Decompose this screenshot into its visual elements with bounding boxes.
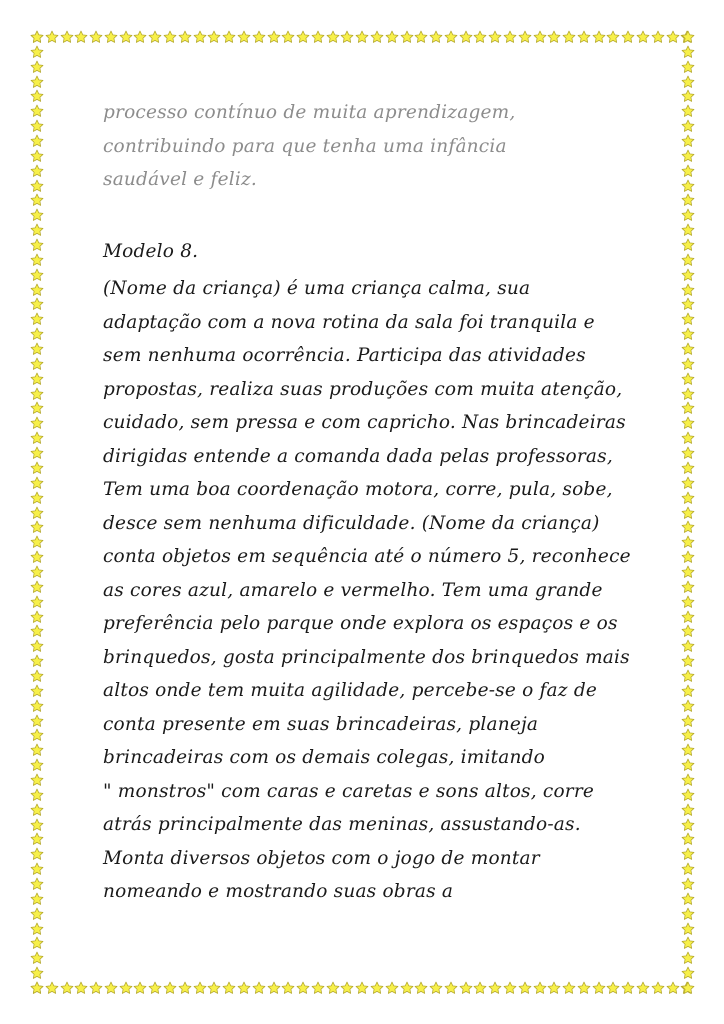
star-icon <box>518 981 532 995</box>
star-icon <box>207 30 221 44</box>
text-line: nomeando e mostrando suas obras a <box>103 881 454 902</box>
star-icon <box>681 253 695 267</box>
star-icon <box>326 981 340 995</box>
star-icon <box>30 327 44 341</box>
star-icon <box>592 981 606 995</box>
star-icon <box>606 981 620 995</box>
star-icon <box>30 208 44 222</box>
star-icon <box>606 30 620 44</box>
star-icon <box>681 60 695 74</box>
star-icon <box>30 699 44 713</box>
star-icon <box>30 416 44 430</box>
star-icon <box>30 580 44 594</box>
star-icon <box>30 193 44 207</box>
star-icon <box>30 164 44 178</box>
star-icon <box>400 30 414 44</box>
star-icon <box>30 134 44 148</box>
star-icon <box>651 30 665 44</box>
star-icon <box>681 268 695 282</box>
star-icon <box>222 981 236 995</box>
star-border-bottom <box>30 981 695 995</box>
star-icon <box>30 45 44 59</box>
star-icon <box>60 981 74 995</box>
text-line: adaptação com a nova rotina da sala foi tranquila e <box>103 311 595 333</box>
star-icon <box>30 520 44 534</box>
star-icon <box>45 981 59 995</box>
star-icon <box>30 714 44 728</box>
star-icon <box>60 30 74 44</box>
star-icon <box>681 862 695 876</box>
star-icon <box>207 981 221 995</box>
star-icon <box>681 179 695 193</box>
model-heading: Modelo 8. <box>103 240 199 262</box>
text-line: contribuindo para que tenha uma infância <box>103 135 507 157</box>
star-icon <box>30 446 44 460</box>
star-icon <box>30 743 44 757</box>
star-border-left <box>30 30 44 995</box>
text-line: Tem uma boa coordenação motora, corre, pula, sobe, <box>103 479 613 500</box>
star-icon <box>681 535 695 549</box>
star-icon <box>681 45 695 59</box>
star-icon <box>681 639 695 653</box>
star-icon <box>30 624 44 638</box>
star-icon <box>621 981 635 995</box>
star-icon <box>30 877 44 891</box>
text-line: conta objetos em sequência até o número 5, reconhece <box>103 546 631 567</box>
star-icon <box>178 981 192 995</box>
star-icon <box>400 981 414 995</box>
star-icon <box>30 654 44 668</box>
star-icon <box>30 75 44 89</box>
star-icon <box>473 30 487 44</box>
star-icon <box>148 30 162 44</box>
star-icon <box>30 401 44 415</box>
star-icon <box>30 491 44 505</box>
star-icon <box>267 981 281 995</box>
star-icon <box>681 624 695 638</box>
star-icon <box>30 803 44 817</box>
star-icon <box>30 60 44 74</box>
star-border-top <box>30 30 695 44</box>
star-icon <box>444 30 458 44</box>
text-line: (Nome da criança) é uma criança calma, sua <box>103 278 531 299</box>
star-icon <box>681 728 695 742</box>
star-icon <box>163 981 177 995</box>
star-icon <box>681 30 695 44</box>
text-line: Monta diversos objetos com o jogo de montar <box>103 847 540 869</box>
star-icon <box>681 892 695 906</box>
star-icon <box>178 30 192 44</box>
star-icon <box>30 684 44 698</box>
star-icon <box>237 30 251 44</box>
star-icon <box>89 30 103 44</box>
star-icon <box>681 104 695 118</box>
star-icon <box>30 297 44 311</box>
star-icon <box>681 75 695 89</box>
star-icon <box>681 788 695 802</box>
star-icon <box>681 372 695 386</box>
star-icon <box>681 699 695 713</box>
star-icon <box>340 30 354 44</box>
star-icon <box>30 342 44 356</box>
star-icon <box>681 907 695 921</box>
star-icon <box>30 818 44 832</box>
star-icon <box>30 387 44 401</box>
star-icon <box>666 30 680 44</box>
text-line: preferência pelo parque onde explora os espaços e os <box>103 613 618 634</box>
star-icon <box>681 312 695 326</box>
star-icon <box>30 476 44 490</box>
star-icon <box>30 238 44 252</box>
text-line: processo contínuo de muita aprendizagem, <box>103 102 516 123</box>
star-icon <box>30 936 44 950</box>
star-icon <box>30 104 44 118</box>
model-paragraph <box>103 272 631 909</box>
star-icon <box>681 610 695 624</box>
star-icon <box>30 907 44 921</box>
star-icon <box>30 253 44 267</box>
star-icon <box>414 981 428 995</box>
star-icon <box>681 669 695 683</box>
star-icon <box>681 446 695 460</box>
star-icon <box>340 981 354 995</box>
star-icon <box>681 966 695 980</box>
star-icon <box>414 30 428 44</box>
star-icon <box>681 580 695 594</box>
star-icon <box>30 535 44 549</box>
star-icon <box>503 981 517 995</box>
text-line: atrás principalmente das meninas, assustando-as. <box>103 814 581 835</box>
star-icon <box>30 610 44 624</box>
star-icon <box>370 981 384 995</box>
star-icon <box>30 565 44 579</box>
star-icon <box>681 714 695 728</box>
star-icon <box>429 981 443 995</box>
star-icon <box>681 238 695 252</box>
star-icon <box>681 684 695 698</box>
star-icon <box>355 981 369 995</box>
star-icon <box>681 164 695 178</box>
star-icon <box>681 654 695 668</box>
star-icon <box>30 461 44 475</box>
star-icon <box>681 520 695 534</box>
star-icon <box>488 981 502 995</box>
star-icon <box>681 832 695 846</box>
star-icon <box>444 981 458 995</box>
star-icon <box>681 922 695 936</box>
star-icon <box>30 669 44 683</box>
text-line: brinquedos, gosta principalmente dos brinquedos mais <box>103 646 630 668</box>
star-icon <box>281 30 295 44</box>
star-icon <box>666 981 680 995</box>
star-icon <box>30 268 44 282</box>
star-icon <box>592 30 606 44</box>
text-line: desce sem nenhuma dificuldade. (Nome da criança) <box>103 512 600 534</box>
star-icon <box>681 401 695 415</box>
star-icon <box>503 30 517 44</box>
star-icon <box>296 30 310 44</box>
star-icon <box>681 550 695 564</box>
star-icon <box>533 981 547 995</box>
star-icon <box>30 312 44 326</box>
star-icon <box>296 981 310 995</box>
star-icon <box>237 981 251 995</box>
star-icon <box>30 981 44 995</box>
star-icon <box>370 30 384 44</box>
star-icon <box>193 30 207 44</box>
star-icon <box>326 30 340 44</box>
star-icon <box>459 30 473 44</box>
star-icon <box>30 89 44 103</box>
star-icon <box>385 981 399 995</box>
star-icon <box>681 981 695 995</box>
star-icon <box>681 208 695 222</box>
star-icon <box>30 357 44 371</box>
star-icon <box>30 550 44 564</box>
star-icon <box>281 981 295 995</box>
star-icon <box>636 981 650 995</box>
star-icon <box>681 461 695 475</box>
star-icon <box>89 981 103 995</box>
star-icon <box>681 297 695 311</box>
star-icon <box>267 30 281 44</box>
star-icon <box>681 327 695 341</box>
text-line: cuidado, sem pressa e com capricho. Nas brincadeiras <box>103 412 626 433</box>
star-icon <box>119 30 133 44</box>
star-icon <box>30 773 44 787</box>
star-icon <box>681 847 695 861</box>
star-icon <box>681 387 695 401</box>
star-icon <box>488 30 502 44</box>
star-icon <box>30 951 44 965</box>
star-icon <box>30 639 44 653</box>
intro-paragraph <box>103 96 623 197</box>
star-icon <box>681 951 695 965</box>
star-icon <box>311 981 325 995</box>
star-icon <box>681 342 695 356</box>
star-icon <box>681 283 695 297</box>
document-body <box>103 96 631 909</box>
star-icon <box>533 30 547 44</box>
star-icon <box>74 981 88 995</box>
star-icon <box>30 372 44 386</box>
star-icon <box>104 30 118 44</box>
star-icon <box>681 119 695 133</box>
star-icon <box>30 832 44 846</box>
star-icon <box>385 30 399 44</box>
star-icon <box>681 506 695 520</box>
star-icon <box>74 30 88 44</box>
star-icon <box>681 223 695 237</box>
text-line: " monstros" com caras e caretas e sons altos, corre <box>103 780 595 802</box>
text-line: sem nenhuma ocorrência. Participa das atividades <box>103 345 586 366</box>
star-icon <box>30 728 44 742</box>
star-icon <box>30 179 44 193</box>
text-line: conta presente em suas brincadeiras, planeja <box>103 713 539 735</box>
text-line: altos onde tem muita agilidade, percebe-se o faz de <box>103 680 598 701</box>
star-icon <box>636 30 650 44</box>
star-icon <box>473 981 487 995</box>
star-icon <box>681 803 695 817</box>
star-icon <box>30 862 44 876</box>
star-icon <box>429 30 443 44</box>
star-icon <box>681 193 695 207</box>
star-icon <box>681 134 695 148</box>
text-line: saudável e feliz. <box>103 169 257 190</box>
star-icon <box>681 595 695 609</box>
star-icon <box>681 357 695 371</box>
star-icon <box>681 431 695 445</box>
star-icon <box>547 30 561 44</box>
text-line: as cores azul, amarelo e vermelho. Tem uma grande <box>103 579 603 601</box>
star-icon <box>681 936 695 950</box>
star-icon <box>681 877 695 891</box>
star-icon <box>252 30 266 44</box>
star-icon <box>30 149 44 163</box>
star-icon <box>577 30 591 44</box>
star-icon <box>30 223 44 237</box>
star-icon <box>621 30 635 44</box>
star-icon <box>681 565 695 579</box>
text-line: dirigidas entende a comanda dada pelas professoras, <box>103 445 613 467</box>
star-icon <box>193 981 207 995</box>
star-icon <box>45 30 59 44</box>
star-icon <box>547 981 561 995</box>
star-icon <box>577 981 591 995</box>
star-icon <box>30 595 44 609</box>
star-icon <box>681 743 695 757</box>
star-icon <box>104 981 118 995</box>
star-icon <box>651 981 665 995</box>
star-icon <box>681 818 695 832</box>
star-icon <box>562 981 576 995</box>
star-icon <box>681 773 695 787</box>
star-icon <box>252 981 266 995</box>
star-icon <box>30 431 44 445</box>
star-icon <box>30 506 44 520</box>
star-icon <box>562 30 576 44</box>
star-icon <box>30 30 44 44</box>
star-icon <box>681 758 695 772</box>
text-line: propostas, realiza suas produções com muita atenção, <box>103 378 623 400</box>
star-icon <box>133 981 147 995</box>
star-icon <box>681 476 695 490</box>
star-icon <box>30 922 44 936</box>
star-icon <box>30 119 44 133</box>
text-line: brincadeiras com os demais colegas, imitando <box>103 747 545 768</box>
star-icon <box>459 981 473 995</box>
star-icon <box>30 847 44 861</box>
star-icon <box>30 788 44 802</box>
star-icon <box>681 89 695 103</box>
star-icon <box>30 283 44 297</box>
star-icon <box>119 981 133 995</box>
star-icon <box>681 149 695 163</box>
star-icon <box>30 892 44 906</box>
star-icon <box>30 966 44 980</box>
star-border-right <box>681 30 695 995</box>
star-icon <box>148 981 162 995</box>
star-icon <box>681 416 695 430</box>
star-icon <box>681 491 695 505</box>
star-icon <box>355 30 369 44</box>
star-icon <box>133 30 147 44</box>
star-icon <box>518 30 532 44</box>
star-icon <box>30 758 44 772</box>
star-icon <box>222 30 236 44</box>
star-icon <box>163 30 177 44</box>
star-icon <box>311 30 325 44</box>
